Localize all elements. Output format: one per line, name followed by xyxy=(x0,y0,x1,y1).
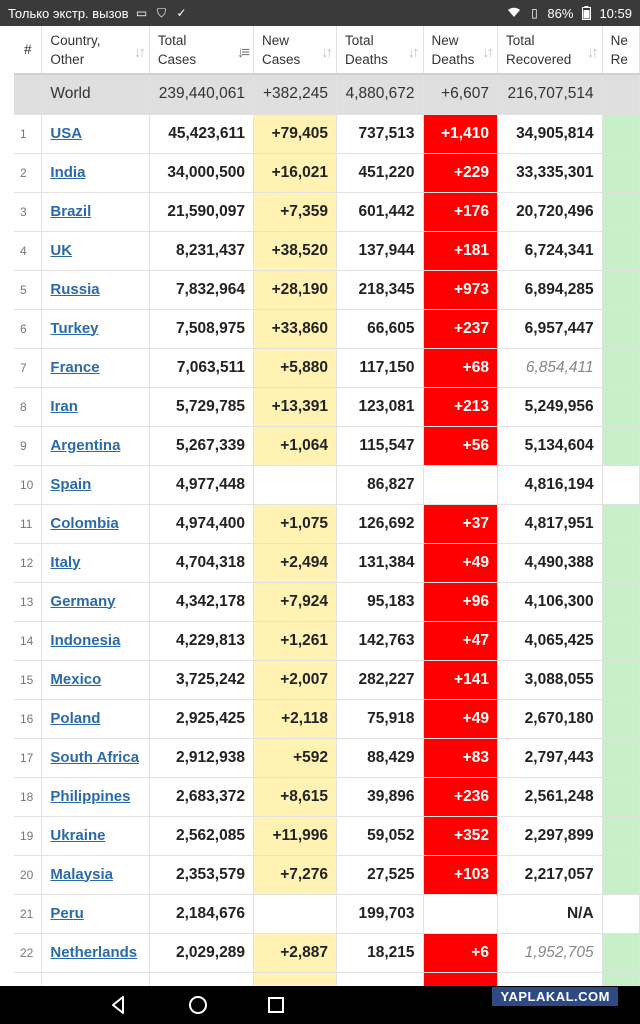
country-cell xyxy=(42,738,149,777)
world-row xyxy=(14,74,640,114)
total-recovered-cell: N/A xyxy=(497,894,602,933)
total-cases-cell: 4,229,813 xyxy=(149,621,253,660)
total-cases-cell: 2,912,938 xyxy=(149,738,253,777)
new-cases-cell: +33,860 xyxy=(253,309,336,348)
total-deaths-cell: 451,220 xyxy=(337,153,424,192)
world-country-cell: World xyxy=(42,74,149,114)
total-cases-cell: 7,063,511 xyxy=(149,348,253,387)
new-cases-cell: +2,494 xyxy=(253,543,336,582)
total-deaths-cell: 737,513 xyxy=(337,114,424,153)
total-cases-cell: 2,925,425 xyxy=(149,699,253,738)
rank-cell: 14 xyxy=(14,621,42,660)
country-cell xyxy=(42,348,149,387)
new-deaths-cell: +973 xyxy=(423,270,497,309)
country-cell xyxy=(42,699,149,738)
new-recovered-cell xyxy=(602,933,639,972)
new-cases-cell: +1,075 xyxy=(253,504,336,543)
new-deaths-cell: +237 xyxy=(423,309,497,348)
new-cases-cell: +16,021 xyxy=(253,153,336,192)
shield-icon: ⛉ xyxy=(156,6,166,20)
new-deaths-cell: +236 xyxy=(423,777,497,816)
table-row xyxy=(14,114,640,153)
sort-icon[interactable]: ↓↑ xyxy=(481,44,491,61)
rank-cell: 17 xyxy=(14,738,42,777)
new-cases-cell: +79,405 xyxy=(253,114,336,153)
new-recovered-cell xyxy=(602,309,639,348)
country-link[interactable]: Italy xyxy=(50,553,81,571)
table-row xyxy=(14,465,640,504)
new-recovered-cell xyxy=(602,543,639,582)
new-cases-cell: +8,615 xyxy=(253,777,336,816)
table-row xyxy=(14,660,640,699)
rank-cell: 7 xyxy=(14,348,42,387)
world-new-deaths: +6,607 xyxy=(423,74,497,114)
new-deaths-cell: +49 xyxy=(423,543,497,582)
total-cases-cell: 8,231,437 xyxy=(149,231,253,270)
total-recovered-cell: 4,816,194 xyxy=(497,465,602,504)
total-cases-cell: 4,342,178 xyxy=(149,582,253,621)
partial-cell xyxy=(42,972,149,986)
new-cases-cell: +5,880 xyxy=(253,348,336,387)
rank-cell: 20 xyxy=(14,855,42,894)
total-recovered-cell: 5,134,604 xyxy=(497,426,602,465)
world-total-recovered: 216,707,514 xyxy=(497,74,602,114)
new-recovered-cell xyxy=(602,114,639,153)
partial-cell xyxy=(14,972,42,986)
header-new-recovered[interactable]: Ne Re xyxy=(602,26,639,74)
country-link[interactable]: Philippines xyxy=(50,787,131,805)
header-total-cases[interactable]: Total Cases ↓≡ xyxy=(149,26,253,74)
table-row xyxy=(14,309,640,348)
new-cases-cell: +11,996 xyxy=(253,816,336,855)
new-deaths-cell: +83 xyxy=(423,738,497,777)
new-cases-cell: +2,118 xyxy=(253,699,336,738)
new-deaths-cell: +56 xyxy=(423,426,497,465)
total-cases-cell: 3,725,242 xyxy=(149,660,253,699)
new-deaths-cell: +176 xyxy=(423,192,497,231)
country-link[interactable]: Ukraine xyxy=(50,826,106,844)
country-link[interactable]: Spain xyxy=(50,475,92,493)
rank-cell: 18 xyxy=(14,777,42,816)
total-deaths-cell: 39,896 xyxy=(337,777,424,816)
new-cases-cell: +38,520 xyxy=(253,231,336,270)
header-total-recovered[interactable]: Total Recovered ↓↑ xyxy=(497,26,602,74)
country-link[interactable]: Argentina xyxy=(50,436,121,454)
total-recovered-cell: 4,065,425 xyxy=(497,621,602,660)
total-recovered-cell: 2,561,248 xyxy=(497,777,602,816)
partial-cell xyxy=(149,972,253,986)
total-recovered-cell: 5,249,956 xyxy=(497,387,602,426)
country-cell xyxy=(42,270,149,309)
new-recovered-cell xyxy=(602,348,639,387)
new-cases-cell: +7,276 xyxy=(253,855,336,894)
world-new-recovered xyxy=(602,74,639,114)
new-recovered-cell xyxy=(602,777,639,816)
country-link[interactable]: USA xyxy=(50,124,83,142)
new-deaths-cell xyxy=(423,465,497,504)
new-deaths-cell: +47 xyxy=(423,621,497,660)
total-deaths-cell: 115,547 xyxy=(337,426,424,465)
new-cases-cell: +7,924 xyxy=(253,582,336,621)
table-row-partial xyxy=(14,972,640,986)
country-link[interactable]: Poland xyxy=(50,709,101,727)
header-new-deaths[interactable]: New Deaths ↓↑ xyxy=(423,26,497,74)
total-deaths-cell: 123,081 xyxy=(337,387,424,426)
total-cases-cell: 5,729,785 xyxy=(149,387,253,426)
country-cell xyxy=(42,543,149,582)
total-recovered-cell: 2,797,443 xyxy=(497,738,602,777)
country-cell xyxy=(42,582,149,621)
total-deaths-cell: 27,525 xyxy=(337,855,424,894)
new-cases-cell: +2,007 xyxy=(253,660,336,699)
total-deaths-cell: 86,827 xyxy=(337,465,424,504)
rank-cell: 1 xyxy=(14,114,42,153)
new-recovered-cell xyxy=(602,738,639,777)
rank-cell: 11 xyxy=(14,504,42,543)
country-link[interactable]: Turkey xyxy=(50,319,99,337)
total-recovered-cell: 4,817,951 xyxy=(497,504,602,543)
total-cases-cell: 2,184,676 xyxy=(149,894,253,933)
total-recovered-cell: 2,670,180 xyxy=(497,699,602,738)
total-deaths-cell: 117,150 xyxy=(337,348,424,387)
country-link[interactable]: Iran xyxy=(50,397,78,415)
table-row xyxy=(14,348,640,387)
new-cases-cell: +13,391 xyxy=(253,387,336,426)
carrier-text: Только экстр. вызов xyxy=(8,5,129,21)
country-link[interactable]: Brazil xyxy=(50,202,92,220)
country-link[interactable]: Russia xyxy=(50,280,100,298)
rank-cell: 9 xyxy=(14,426,42,465)
new-deaths-cell: +181 xyxy=(423,231,497,270)
total-cases-cell: 2,683,372 xyxy=(149,777,253,816)
country-link[interactable]: South Africa xyxy=(50,748,140,766)
total-cases-cell: 7,508,975 xyxy=(149,309,253,348)
total-cases-cell: 4,977,448 xyxy=(149,465,253,504)
watermark-logo: YAPLAKAL.COM xyxy=(492,987,618,1006)
world-rank-cell xyxy=(14,74,42,114)
header-new-cases[interactable]: New Cases ↓↑ xyxy=(253,26,336,74)
table-row xyxy=(14,777,640,816)
country-cell xyxy=(42,192,149,231)
new-recovered-cell xyxy=(602,153,639,192)
new-recovered-cell xyxy=(602,387,639,426)
new-recovered-cell xyxy=(602,855,639,894)
new-deaths-cell: +1,410 xyxy=(423,114,497,153)
new-recovered-cell xyxy=(602,270,639,309)
total-cases-cell: 45,423,611 xyxy=(149,114,253,153)
total-deaths-cell: 18,215 xyxy=(337,933,424,972)
total-cases-cell: 2,029,289 xyxy=(149,933,253,972)
country-cell xyxy=(42,426,149,465)
back-icon[interactable] xyxy=(108,994,130,1016)
sort-icon[interactable]: ↓↑ xyxy=(133,44,143,61)
new-deaths-cell: +103 xyxy=(423,855,497,894)
country-link[interactable]: Indonesia xyxy=(50,631,121,649)
total-deaths-cell: 137,944 xyxy=(337,231,424,270)
total-deaths-cell: 601,442 xyxy=(337,192,424,231)
new-cases-cell: +1,261 xyxy=(253,621,336,660)
total-cases-cell: 4,704,318 xyxy=(149,543,253,582)
new-cases-cell xyxy=(253,465,336,504)
table-row xyxy=(14,426,640,465)
table-row xyxy=(14,816,640,855)
rank-cell: 22 xyxy=(14,933,42,972)
table-row xyxy=(14,621,640,660)
country-cell xyxy=(42,777,149,816)
country-link[interactable]: Colombia xyxy=(50,514,119,532)
rank-cell: 10 xyxy=(14,465,42,504)
recents-icon[interactable] xyxy=(265,994,287,1016)
new-deaths-cell: +141 xyxy=(423,660,497,699)
country-cell xyxy=(42,231,149,270)
vibrate-icon: ▯ xyxy=(531,6,538,20)
total-recovered-cell: 34,905,814 xyxy=(497,114,602,153)
partial-cell xyxy=(423,972,497,986)
status-bar xyxy=(0,0,640,26)
new-deaths-cell: +352 xyxy=(423,816,497,855)
country-cell xyxy=(42,855,149,894)
country-link[interactable]: Germany xyxy=(50,592,116,610)
total-recovered-cell: 3,088,055 xyxy=(497,660,602,699)
total-deaths-cell: 59,052 xyxy=(337,816,424,855)
total-deaths-cell: 218,345 xyxy=(337,270,424,309)
total-cases-cell: 2,562,085 xyxy=(149,816,253,855)
partial-cell xyxy=(253,972,336,986)
total-recovered-cell: 4,106,300 xyxy=(497,582,602,621)
new-cases-cell xyxy=(253,894,336,933)
sort-icon[interactable]: ↓↑ xyxy=(586,44,596,61)
new-deaths-cell: +49 xyxy=(423,699,497,738)
new-cases-cell: +592 xyxy=(253,738,336,777)
table-row xyxy=(14,231,640,270)
new-recovered-cell xyxy=(602,660,639,699)
country-link[interactable]: France xyxy=(50,358,100,376)
rank-cell: 5 xyxy=(14,270,42,309)
country-link[interactable]: Peru xyxy=(50,904,84,922)
country-link[interactable]: Mexico xyxy=(50,670,102,688)
sort-icon[interactable]: ↓↑ xyxy=(321,44,331,61)
new-cases-cell: +7,359 xyxy=(253,192,336,231)
table-row xyxy=(14,738,640,777)
total-deaths-cell: 142,763 xyxy=(337,621,424,660)
new-recovered-cell xyxy=(602,231,639,270)
table-row xyxy=(14,894,640,933)
new-recovered-cell xyxy=(602,621,639,660)
new-deaths-cell: +37 xyxy=(423,504,497,543)
rank-cell: 13 xyxy=(14,582,42,621)
table-header-row xyxy=(14,26,640,74)
world-total-deaths: 4,880,672 xyxy=(337,74,424,114)
country-cell xyxy=(42,465,149,504)
total-recovered-cell: 1,952,705 xyxy=(497,933,602,972)
country-cell xyxy=(42,309,149,348)
country-cell xyxy=(42,933,149,972)
rank-cell: 15 xyxy=(14,660,42,699)
table-row xyxy=(14,192,640,231)
new-cases-cell: +1,064 xyxy=(253,426,336,465)
table-row xyxy=(14,387,640,426)
total-cases-cell: 5,267,339 xyxy=(149,426,253,465)
rank-cell: 21 xyxy=(14,894,42,933)
country-link[interactable]: UK xyxy=(50,241,73,259)
total-cases-cell: 4,974,400 xyxy=(149,504,253,543)
android-nav-bar xyxy=(0,986,640,1024)
total-recovered-cell: 4,490,388 xyxy=(497,543,602,582)
covid-table-container[interactable] xyxy=(0,26,640,986)
country-link[interactable]: Netherlands xyxy=(50,943,138,961)
table-row xyxy=(14,699,640,738)
rank-cell: 19 xyxy=(14,816,42,855)
sort-icon[interactable]: ↓↑ xyxy=(407,44,417,61)
rank-cell: 3 xyxy=(14,192,42,231)
new-deaths-cell: +96 xyxy=(423,582,497,621)
table-row xyxy=(14,270,640,309)
sort-icon[interactable]: ↓≡ xyxy=(236,44,247,61)
country-cell xyxy=(42,894,149,933)
total-recovered-cell: 20,720,496 xyxy=(497,192,602,231)
table-row xyxy=(14,504,640,543)
covid-table xyxy=(14,26,640,986)
sim-card-icon: ▭ xyxy=(135,6,148,20)
country-cell xyxy=(42,816,149,855)
header-total-deaths[interactable]: Total Deaths ↓↑ xyxy=(337,26,424,74)
table-row xyxy=(14,153,640,192)
world-new-cases: +382,245 xyxy=(253,74,336,114)
total-recovered-cell: 2,217,057 xyxy=(497,855,602,894)
rank-cell: 2 xyxy=(14,153,42,192)
total-deaths-cell: 131,384 xyxy=(337,543,424,582)
country-cell xyxy=(42,504,149,543)
partial-cell xyxy=(602,972,639,986)
country-cell xyxy=(42,153,149,192)
header-rank[interactable]: # xyxy=(14,26,42,74)
total-deaths-cell: 199,703 xyxy=(337,894,424,933)
table-row xyxy=(14,933,640,972)
total-deaths-cell: 75,918 xyxy=(337,699,424,738)
battery-icon xyxy=(579,6,593,20)
total-recovered-cell: 6,894,285 xyxy=(497,270,602,309)
new-recovered-cell xyxy=(602,192,639,231)
new-cases-cell: +28,190 xyxy=(253,270,336,309)
table-row xyxy=(14,582,640,621)
total-deaths-cell: 66,605 xyxy=(337,309,424,348)
new-recovered-cell xyxy=(602,894,639,933)
new-deaths-cell xyxy=(423,894,497,933)
rank-cell: 16 xyxy=(14,699,42,738)
new-cases-cell: +2,887 xyxy=(253,933,336,972)
new-recovered-cell xyxy=(602,426,639,465)
total-cases-cell: 21,590,097 xyxy=(149,192,253,231)
total-recovered-cell: 6,724,341 xyxy=(497,231,602,270)
total-cases-cell: 7,832,964 xyxy=(149,270,253,309)
total-recovered-cell: 6,957,447 xyxy=(497,309,602,348)
wifi-icon xyxy=(507,6,521,20)
total-deaths-cell: 88,429 xyxy=(337,738,424,777)
country-cell xyxy=(42,114,149,153)
total-deaths-cell: 282,227 xyxy=(337,660,424,699)
partial-cell xyxy=(497,972,602,986)
rank-cell: 12 xyxy=(14,543,42,582)
new-recovered-cell xyxy=(602,699,639,738)
new-recovered-cell xyxy=(602,504,639,543)
header-country[interactable]: Country, Other ↓↑ xyxy=(42,26,149,74)
country-link[interactable]: India xyxy=(50,163,86,181)
world-total-cases: 239,440,061 xyxy=(149,74,253,114)
new-recovered-cell xyxy=(602,465,639,504)
total-recovered-cell: 6,854,411 xyxy=(497,348,602,387)
new-deaths-cell: +213 xyxy=(423,387,497,426)
country-cell xyxy=(42,387,149,426)
home-icon[interactable] xyxy=(187,994,209,1016)
table-row xyxy=(14,543,640,582)
new-recovered-cell xyxy=(602,582,639,621)
country-cell xyxy=(42,621,149,660)
country-link[interactable]: Malaysia xyxy=(50,865,113,883)
total-deaths-cell: 126,692 xyxy=(337,504,424,543)
total-recovered-cell: 33,335,301 xyxy=(497,153,602,192)
total-cases-cell: 2,353,579 xyxy=(149,855,253,894)
new-recovered-cell xyxy=(602,816,639,855)
rank-cell: 8 xyxy=(14,387,42,426)
new-deaths-cell: +68 xyxy=(423,348,497,387)
table-row xyxy=(14,855,640,894)
clock-time: 10:59 xyxy=(599,5,632,21)
country-cell xyxy=(42,660,149,699)
partial-cell xyxy=(337,972,424,986)
battery-percent: 86% xyxy=(547,5,574,21)
total-cases-cell: 34,000,500 xyxy=(149,153,253,192)
checkmark-icon: ✓ xyxy=(176,6,187,20)
new-deaths-cell: +229 xyxy=(423,153,497,192)
total-recovered-cell: 2,297,899 xyxy=(497,816,602,855)
rank-cell: 4 xyxy=(14,231,42,270)
total-deaths-cell: 95,183 xyxy=(337,582,424,621)
rank-cell: 6 xyxy=(14,309,42,348)
new-deaths-cell: +6 xyxy=(423,933,497,972)
